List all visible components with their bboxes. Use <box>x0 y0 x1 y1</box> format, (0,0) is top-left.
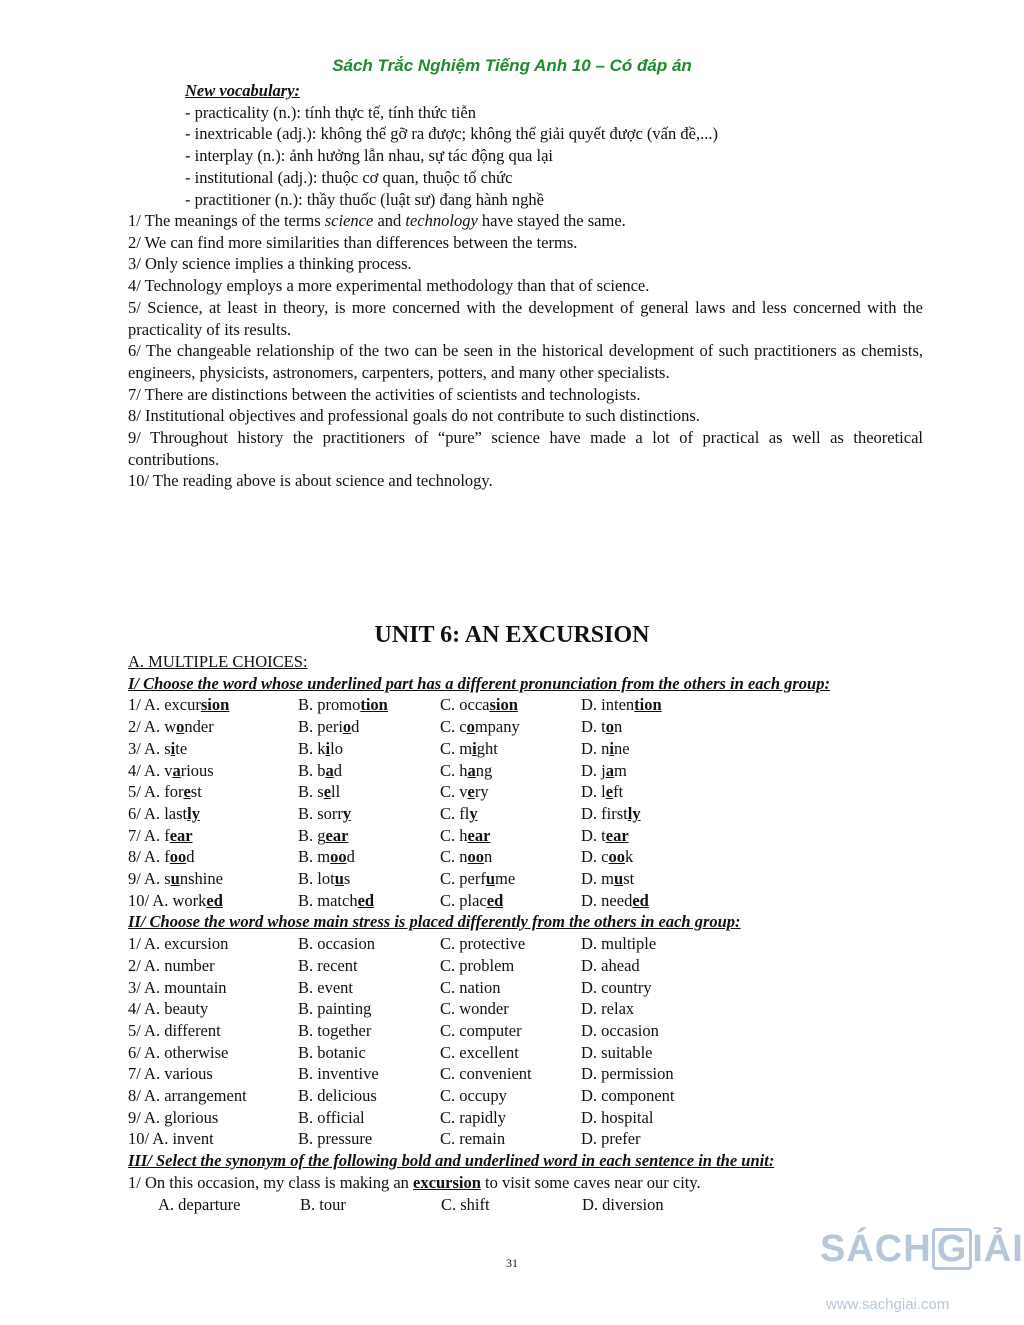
answer-option: C. computer <box>440 1020 522 1040</box>
answer-option: C. wonder <box>440 999 509 1019</box>
question-row <box>128 1063 781 1085</box>
answer-option: B. recent <box>298 955 358 975</box>
statement-10: 10/ The reading above is about science and technology. <box>128 471 493 491</box>
answer-option: C. fly <box>440 803 478 823</box>
answer-option: 10/ A. worked <box>128 890 223 910</box>
answer-option: C. protective <box>440 934 526 954</box>
question-row <box>128 738 781 760</box>
answer-option: 4/ A. beauty <box>128 999 209 1019</box>
answer-option: D. jam <box>581 760 627 780</box>
answer-option: C. occasion <box>440 695 518 715</box>
answer-option: 10/ A. invent <box>128 1129 214 1149</box>
answer-option: C. remain <box>440 1129 506 1149</box>
answer-option: 2/ A. wonder <box>128 717 214 737</box>
vocabulary-title: New vocabulary: <box>185 81 301 100</box>
answer-option: B. matched <box>298 890 375 910</box>
keyword: excursion <box>413 1172 481 1192</box>
answer-option: 6/ A. lastly <box>128 803 200 823</box>
vocab-item: - practitioner (n.): thầy thuốc (luật sư) đang hành nghề <box>185 189 544 209</box>
answer-option: C. convenient <box>440 1064 532 1084</box>
answer-option: C. hang <box>440 760 493 780</box>
question-row <box>128 1020 781 1042</box>
answer-option: C. excellent <box>440 1042 519 1062</box>
answer-option: 9/ A. sunshine <box>128 869 223 889</box>
answer-option: C. noon <box>440 847 493 867</box>
question-row <box>128 716 781 738</box>
question-row <box>128 1107 781 1129</box>
answer-option: D. hospital <box>581 1107 654 1127</box>
answer-option: D. must <box>581 869 635 889</box>
section-a-heading: A. MULTIPLE CHOICES: <box>128 652 308 671</box>
answer-option: 8/ A. arrangement <box>128 1086 247 1106</box>
answer-option: B. pressure <box>298 1129 373 1149</box>
answer-option: 7/ A. various <box>128 1064 213 1084</box>
answer-option: D. needed <box>581 890 649 910</box>
answer-option: C. hear <box>440 825 491 845</box>
option: C. shift <box>441 1194 490 1214</box>
statement-4: 4/ Technology employs a more experimental methodology than that of science. <box>128 276 650 296</box>
exercise-section <box>128 651 923 1215</box>
answer-option: 5/ A. different <box>128 1020 221 1040</box>
statement-9: 9/ Throughout history the practitioners of “pure” science have made a lot of practical as well as theoretical contributions. <box>128 428 923 469</box>
answer-option: D. occasion <box>581 1020 659 1040</box>
answer-option: C. occupy <box>440 1086 507 1106</box>
answer-option: B. painting <box>298 999 372 1019</box>
answer-option: D. nine <box>581 738 630 758</box>
answer-option: D. intention <box>581 695 662 715</box>
answer-option: D. tear <box>581 825 629 845</box>
vocab-item: - institutional (adj.): thuộc cơ quan, thuộc tổ chức <box>185 167 513 187</box>
answer-option: 7/ A. fear <box>128 825 193 845</box>
vocab-item: - inextricable (adj.): không thể gỡ ra được; không thể giải quyết được (vấn đề,...) <box>185 124 718 144</box>
question-row <box>128 803 781 825</box>
answer-option: D. permission <box>581 1064 674 1084</box>
answer-option: 1/ A. excursion <box>128 695 230 715</box>
answer-option: 8/ A. food <box>128 847 195 867</box>
option: B. tour <box>300 1194 346 1214</box>
option: A. departure <box>158 1194 241 1214</box>
answer-option: B. period <box>298 717 360 737</box>
question-row <box>128 890 781 912</box>
part-1-instruction: I/ Choose the word whose underlined part has a different pronunciation from the others in each group: <box>128 673 830 693</box>
question-row <box>128 868 781 890</box>
option: D. diversion <box>582 1194 664 1214</box>
synonym-question-1: 1/ On this occasion, my class is making an excursion to visit some caves near our city. <box>128 1172 701 1192</box>
answer-option: D. suitable <box>581 1042 653 1062</box>
question-row <box>128 846 781 868</box>
unit-title: UNIT 6: AN EXCURSION <box>374 622 650 648</box>
pronunciation-table <box>128 694 781 911</box>
answer-option: 6/ A. otherwise <box>128 1042 229 1062</box>
page-number: 31 <box>506 1256 518 1270</box>
answer-option: C. very <box>440 782 489 802</box>
question-row <box>128 1128 781 1150</box>
question-row <box>128 760 781 782</box>
answer-option: C. rapidly <box>440 1107 506 1127</box>
statements-list <box>128 210 923 492</box>
vocab-item: - practicality (n.): tính thực tế, tính thức tiễn <box>185 102 476 122</box>
answer-option: D. prefer <box>581 1129 641 1149</box>
answer-option: D. relax <box>581 999 635 1019</box>
answer-option: D. left <box>581 782 624 802</box>
stress-table <box>128 933 781 1150</box>
statement-2: 2/ We can find more similarities than differences between the terms. <box>128 232 578 252</box>
answer-option: C. placed <box>440 890 504 910</box>
answer-option: B. kilo <box>298 738 343 758</box>
statement-1: 1/ The meanings of the terms science and technology have stayed the same. <box>128 211 626 230</box>
answer-option: D. ton <box>581 717 623 737</box>
statement-6: 6/ The changeable relationship of the two can be seen in the historical development of such practitioners as chemists, engineers, physicists, astronomers, carpenters, potters, and many other specialists. <box>128 341 923 382</box>
question-row <box>128 781 781 803</box>
part-3-instruction: III/ Select the synonym of the following bold and underlined word in each sentence in the unit: <box>128 1151 775 1171</box>
answer-option: 4/ A. various <box>128 760 214 780</box>
answer-option: 3/ A. site <box>128 738 188 758</box>
answer-option: 9/ A. glorious <box>128 1107 219 1127</box>
answer-option: B. inventive <box>298 1064 379 1084</box>
answer-option: B. gear <box>298 825 349 845</box>
question-row <box>128 1042 781 1064</box>
answer-option: B. mood <box>298 847 355 867</box>
page-header: Sách Trắc Nghiệm Tiếng Anh 10 – Có đáp án <box>332 56 692 75</box>
answer-option: C. problem <box>440 955 515 975</box>
answer-option: D. firstly <box>581 803 641 823</box>
answer-option: B. official <box>298 1107 365 1127</box>
answer-option: 1/ A. excursion <box>128 934 229 954</box>
question-row <box>128 955 781 977</box>
answer-option: D. ahead <box>581 955 640 975</box>
question-row <box>128 694 781 716</box>
answer-option: B. event <box>298 977 353 997</box>
question-row <box>128 825 781 847</box>
answer-option: B. bad <box>298 760 343 780</box>
question-row <box>128 998 781 1020</box>
question-row <box>128 933 781 955</box>
answer-option: B. botanic <box>298 1042 366 1062</box>
synonym-options <box>128 1194 923 1216</box>
answer-option: D. multiple <box>581 934 657 954</box>
answer-option: 3/ A. mountain <box>128 977 227 997</box>
answer-option: B. lotus <box>298 869 351 889</box>
answer-option: C. perfume <box>440 869 516 889</box>
question-row <box>128 977 781 999</box>
part-2-instruction: II/ Choose the word whose main stress is placed differently from the others in each group: <box>128 912 741 932</box>
statement-7: 7/ There are distinctions between the activities of scientists and technologists. <box>128 384 641 404</box>
answer-option: B. sell <box>298 782 341 802</box>
answer-option: 5/ A. forest <box>128 782 202 802</box>
answer-option: B. promotion <box>298 695 388 715</box>
watermark-website: www.sachgiai.com <box>826 1296 950 1313</box>
answer-option: B. delicious <box>298 1086 377 1106</box>
question-row <box>128 1085 781 1107</box>
answer-option: B. sorry <box>298 803 352 823</box>
answer-option: C. nation <box>440 977 501 997</box>
answer-option: B. occasion <box>298 934 375 954</box>
watermark-logo: SÁCH G IẢI <box>820 1228 1024 1270</box>
statement-8: 8/ Institutional objectives and professional goals do not contribute to such distinctions. <box>128 406 700 426</box>
answer-option: D. cook <box>581 847 634 867</box>
answer-option: B. together <box>298 1020 372 1040</box>
statement-5: 5/ Science, at least in theory, is more concerned with the development of general laws and less concerned with the practicality of its results. <box>128 297 923 339</box>
answer-option: D. component <box>581 1086 675 1106</box>
answer-option: D. country <box>581 977 652 997</box>
answer-option: 2/ A. number <box>128 955 215 975</box>
answer-option: C. might <box>440 738 498 758</box>
statement-3: 3/ Only science implies a thinking process. <box>128 254 412 274</box>
vocabulary-list <box>185 80 718 210</box>
vocab-item: - interplay (n.): ảnh hưởng lẫn nhau, sự tác động qua lại <box>185 146 553 166</box>
answer-option: C. company <box>440 717 520 737</box>
